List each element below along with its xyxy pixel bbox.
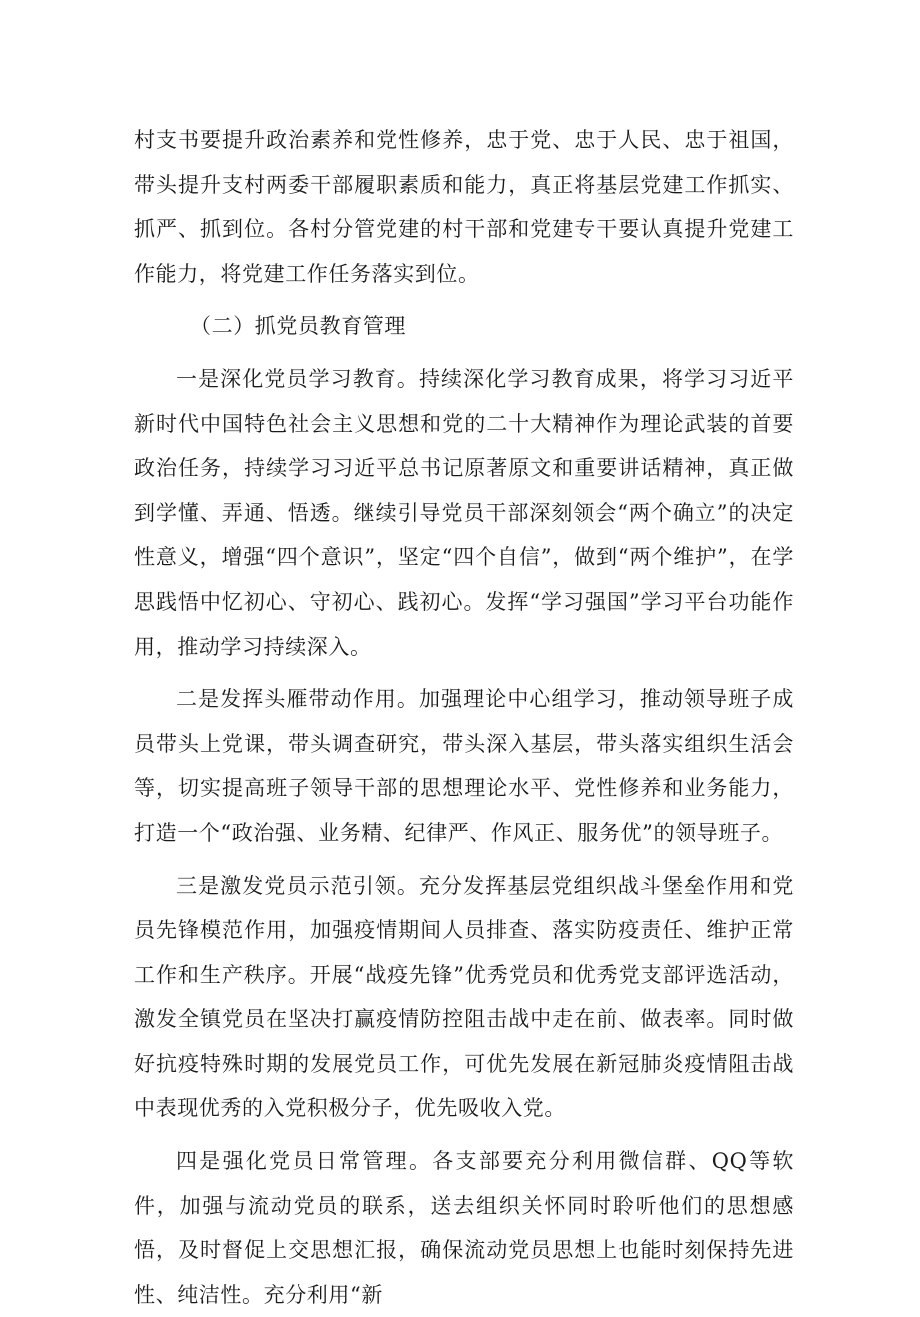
document-body [134,118,794,1317]
section-heading: （二）抓党员教育管理 [190,314,406,339]
paragraph-daily-management: 四是强化党员日常管理。各支部要充分利用微信群、QQ等软件，加强与流动党员的联系，送去组织关怀同时聆听他们的思想感悟，及时督促上交思想汇报，确保流动党员思想上也能时刻保持先进性、纯洁性。充分利用“新 [134,1149,794,1307]
paragraph-study-education: 一是深化党员学习教育。持续深化学习教育成果，将学习习近平新时代中国特色社会主义思想和党的二十大精神作为理论武装的首要政治任务，持续学习习近平总书记原著原文和重要讲话精神，真正做到学懂、弄通、悟透。继续引导党员干部深刻领会“两个确立”的决定性意义，增强“四个意识”，坚定“四个自信”，做到“两个维护”，在学思践悟中忆初心、守初心、践初心。发挥“学习强国”学习平台功能作用，推动学习持续深入。 [134,366,794,659]
paragraph-model-guidance: 三是激发党员示范引领。充分发挥基层党组织战斗堡垒作用和党员先锋模范作用，加强疫情期间人员排查、落实防疫责任、维护正常工作和生产秩序。开展“战疫先锋”优秀党员和优秀党支部评选活动，激发全镇党员在坚决打赢疫情防控阻击战中走在前、做表率。同时做好抗疫特殊时期的发展党员工作，可优先发展在新冠肺炎疫情阻击战中表现优秀的入党积极分子，优先吸收入党。 [134,873,794,1121]
paragraph-leading-role: 二是发挥头雁带动作用。加强理论中心组学习，推动领导班子成员带头上党课，带头调查研究，带头深入基层，带头落实组织生活会等，切实提高班子领导干部的思想理论水平、党性修养和业务能力，打造一个“政治强、业务精、纪律严、作风正、服务优”的领导班子。 [134,687,794,845]
paragraph-continuation: 村支书要提升政治素养和党性修养，忠于党、忠于人民、忠于祖国，带头提升支村两委干部履职素质和能力，真正将基层党建工作抓实、抓严、抓到位。各村分管党建的村干部和党建专干要认真提升党建工作能力，将党建工作任务落实到位。 [134,128,794,286]
